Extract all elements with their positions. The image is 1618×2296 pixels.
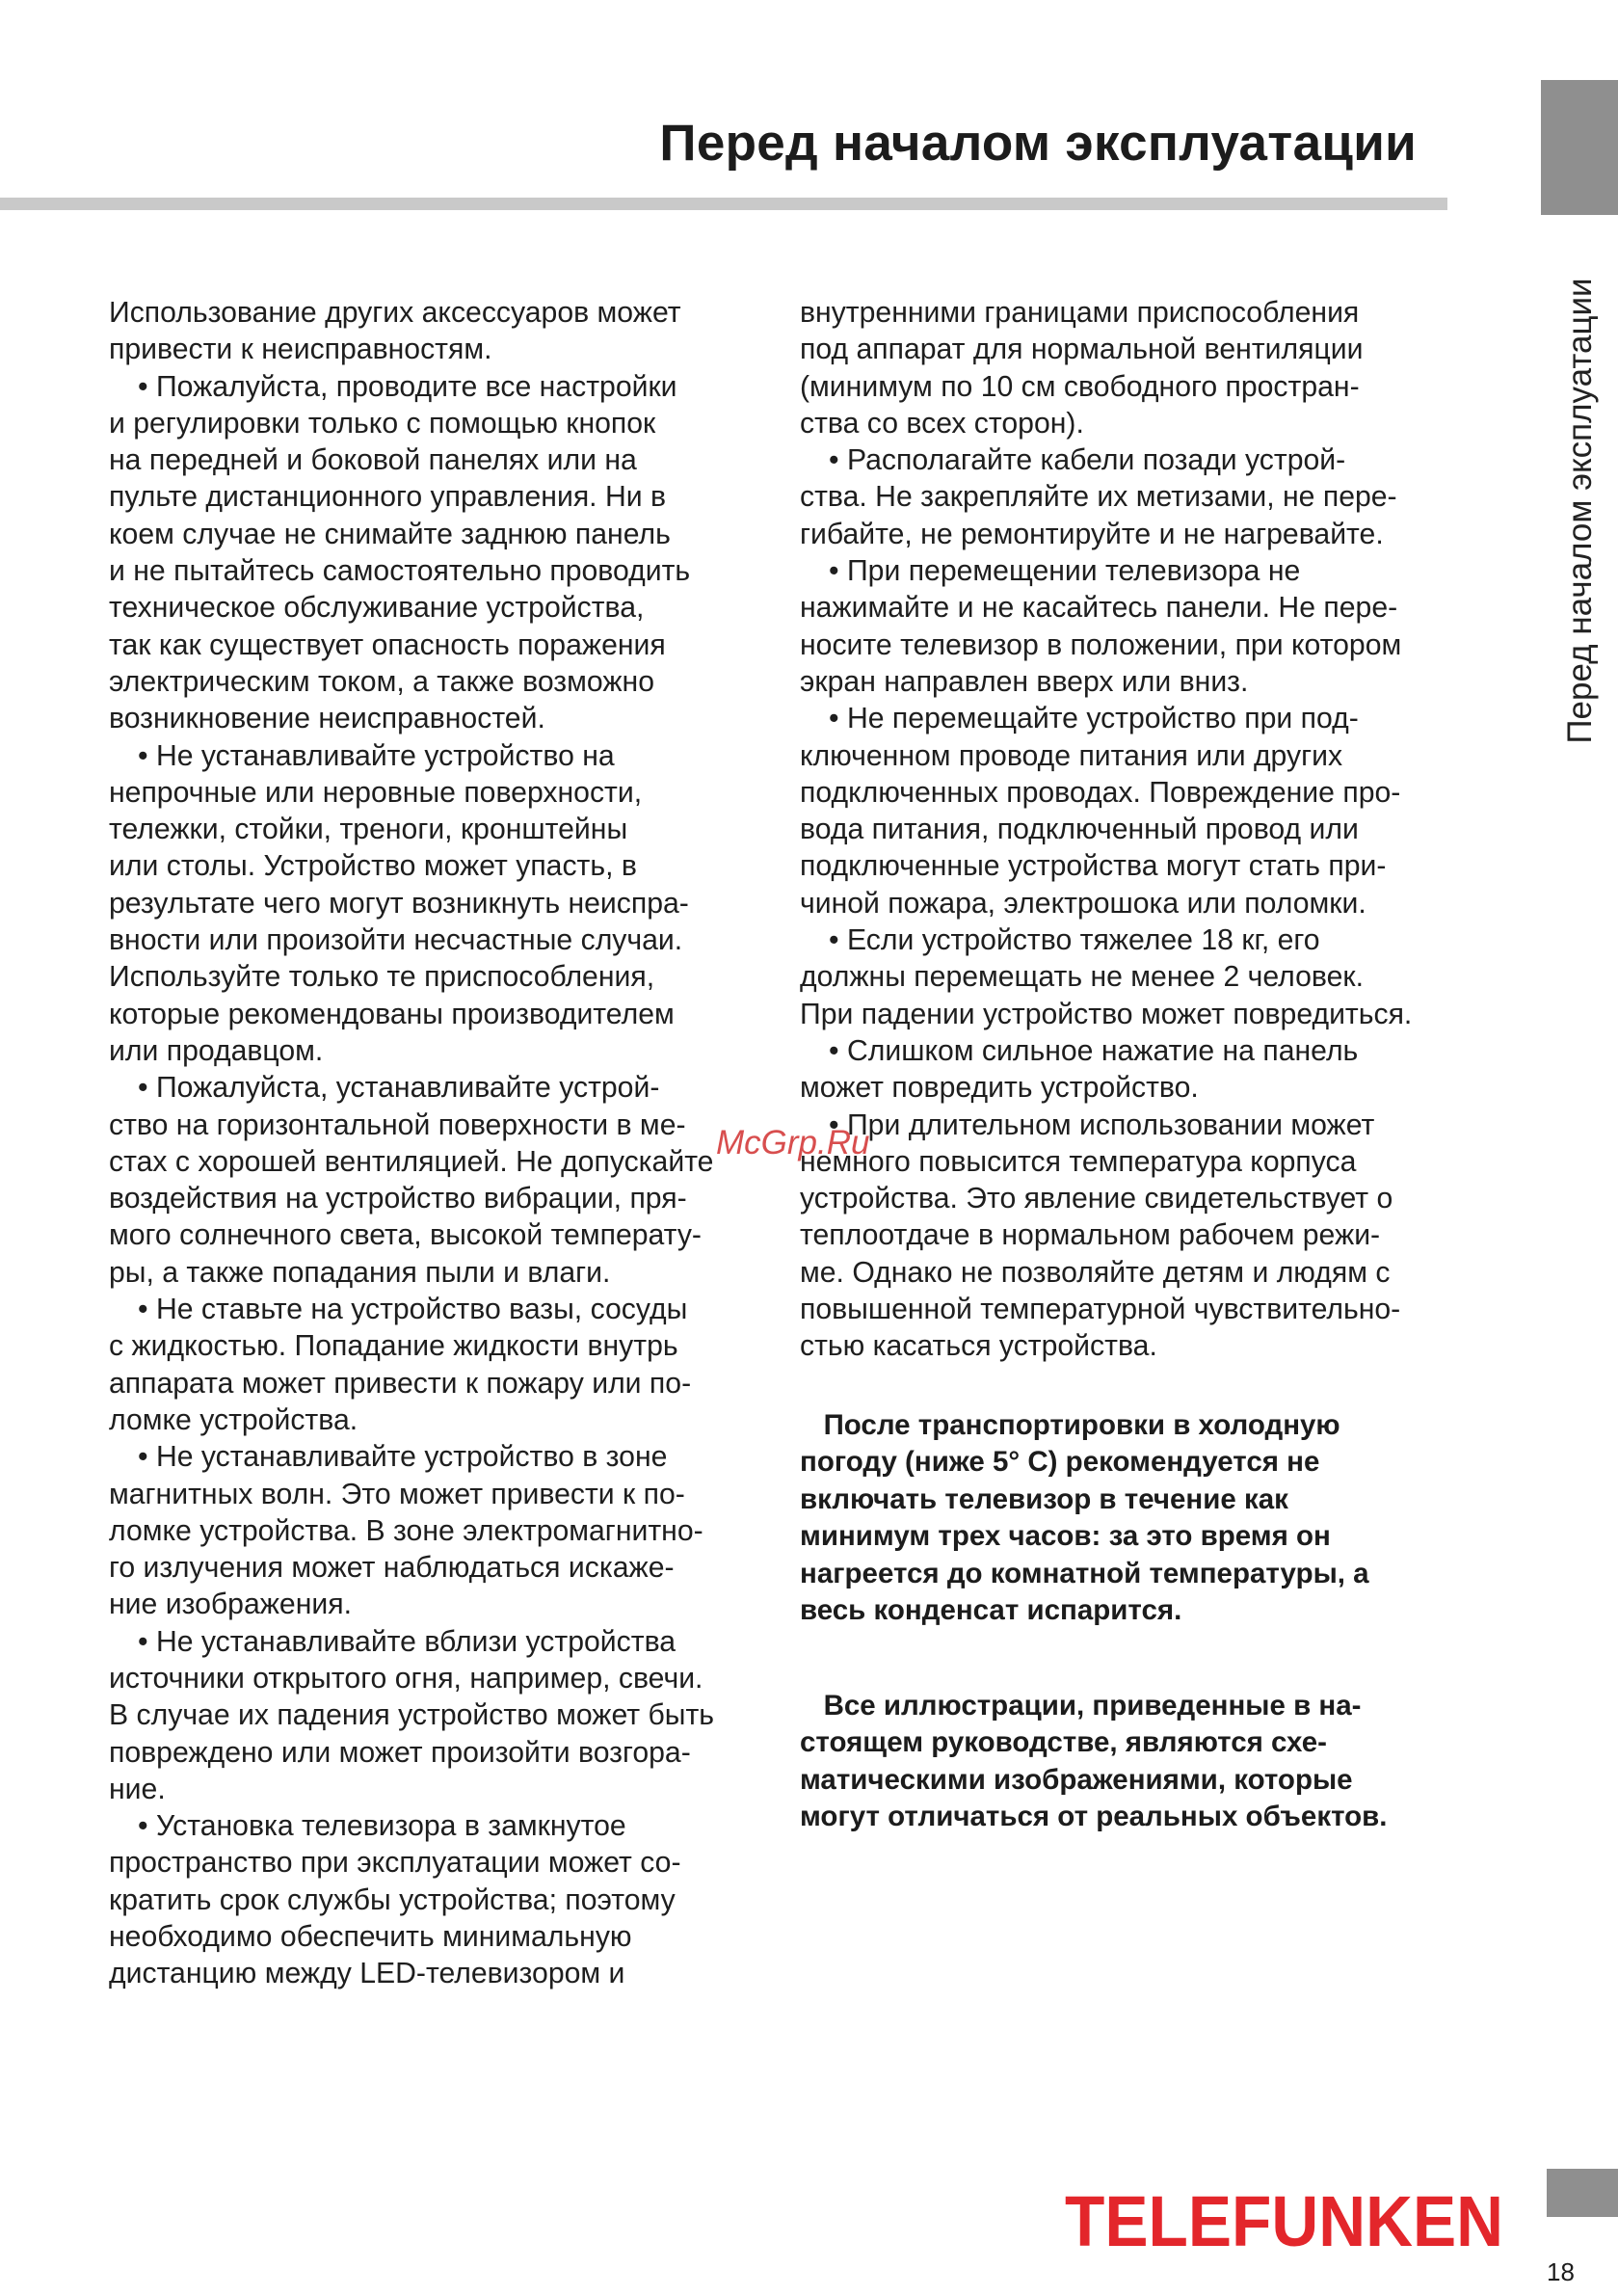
bullet-line: может повредить устройство. <box>800 1072 1199 1105</box>
bullet-line: ключенном проводе питания или других <box>800 739 1343 772</box>
bullet-line: ние. <box>109 1773 166 1805</box>
side-section-label <box>1532 241 1618 781</box>
bullet-line: вности или произойти несчастные случаи. <box>109 924 683 957</box>
bullet-line: непрочные или неровные поверхности, <box>109 776 643 809</box>
paragraph-line: ства со всех сторон). <box>800 407 1084 440</box>
bullet-line: тележки, стойки, треноги, кронштейны <box>109 814 628 846</box>
bullet-line: стах с хорошей вентиляцией. Не допускайте <box>109 1145 714 1178</box>
bullet-line: ство на горизонтальной поверхности в ме- <box>109 1108 686 1141</box>
bullet-line: • Слишком сильное нажатие на панель <box>829 1034 1359 1067</box>
bullet-line: результате чего могут возникнуть неиспра- <box>109 887 689 920</box>
bullet-line: устройства. Это явление свидетельствует о <box>800 1183 1393 1215</box>
bullet-line: гибайте, не ремонтируйте и не нагревайте. <box>800 518 1384 550</box>
bullet-line: • Если устройство тяжелее 18 кг, его <box>829 924 1320 957</box>
page-title: Перед началом эксплуатации <box>659 115 1417 172</box>
bullet-line: и не пытайтесь самостоятельно проводить <box>109 555 691 588</box>
bullet-line: го излучения может наблюдаться искаже- <box>109 1552 675 1585</box>
bullet-line: электрическим током, а также возможно <box>109 665 655 698</box>
note-line: нагреется до комнатной температуры, а <box>800 1557 1369 1589</box>
bullet-line: • Не перемещайте устройство при под- <box>829 703 1359 735</box>
bullet-line: или столы. Устройство может упасть, в <box>109 850 637 883</box>
note-line: погоду (ниже 5° С) рекомендуется не <box>800 1446 1320 1479</box>
bullet-line: с жидкостью. Попадание жидкости внутрь <box>109 1330 678 1363</box>
bullet-line: • Не устанавливайте устройство на <box>138 739 615 772</box>
page-number: 18 <box>1547 2257 1575 2286</box>
page-tab-marker <box>1547 2169 1618 2217</box>
note-line: могут отличаться от реальных объектов. <box>800 1801 1388 1833</box>
bullet-line: нажимайте и не касайтесь панели. Не пере- <box>800 592 1398 625</box>
brand-logo <box>1060 2173 1503 2259</box>
bullet-line: • Не устанавливайте вблизи устройства <box>138 1625 676 1658</box>
bullet-line: ние изображения. <box>109 1589 352 1621</box>
bullet-line: При падении устройство может повредиться. <box>800 998 1413 1030</box>
side-tab-marker <box>1541 80 1618 215</box>
bullet-line: ры, а также попадания пыли и влаги. <box>109 1256 611 1289</box>
bullet-line: и регулировки только с помощью кнопок <box>109 407 656 440</box>
bullet-line: повышенной температурной чувствительно- <box>800 1294 1401 1326</box>
note-line: весь конденсат испарится. <box>800 1594 1182 1627</box>
note-line: стоящем руководстве, являются схе- <box>800 1726 1327 1759</box>
bullet-line: экран направлен вверх или вниз. <box>800 665 1249 698</box>
bullet-line: аппарата может привести к пожару или по- <box>109 1367 692 1400</box>
paragraph-line: привести к неисправностям. <box>109 334 492 366</box>
bullet-line: • Пожалуйста, устанавливайте устрой- <box>138 1072 660 1105</box>
watermark-text: McGrp.Ru <box>716 1124 870 1161</box>
left-text-column <box>109 295 783 1993</box>
title-divider <box>0 198 1447 210</box>
bullet-line: ства. Не закрепляйте их метизами, не пере- <box>800 481 1397 514</box>
bullet-line: • При перемещении телевизора не <box>829 555 1301 588</box>
bullet-line: • Установка телевизора в замкнутое <box>138 1810 626 1843</box>
bullet-line: • Располагайте кабели позади устрой- <box>829 444 1346 477</box>
bullet-line: стью касаться устройства. <box>800 1330 1157 1363</box>
note-line: включать телевизор в течение как <box>800 1482 1288 1515</box>
bullet-line: так как существует опасность поражения <box>109 628 666 661</box>
bullet-line: • Не ставьте на устройство вазы, сосуды <box>138 1294 688 1326</box>
bullet-line: необходимо обеспечить минимальную <box>109 1921 632 1954</box>
note-line: Все иллюстрации, приведенные в на- <box>800 1690 1362 1722</box>
bullet-line: В случае их падения устройство может быть <box>109 1699 715 1732</box>
bullet-line: • Не устанавливайте устройство в зоне <box>138 1441 668 1474</box>
bullet-line: мого солнечного света, высокой температу- <box>109 1219 702 1252</box>
bullet-line: источники открытого огня, например, свечи. <box>109 1662 703 1695</box>
bullet-line: кратить срок службы устройства; поэтому <box>109 1883 676 1916</box>
brand-logo-text: TELEFUNKEN <box>1065 2181 1503 2259</box>
side-section-text: Перед началом эксплуатации <box>1561 278 1599 744</box>
bullet-line: на передней и боковой панелях или на <box>109 444 637 477</box>
bullet-line: теплоотдаче в нормальном рабочем режи- <box>800 1219 1381 1252</box>
bullet-line: подключенные устройства могут стать при- <box>800 850 1387 883</box>
bullet-line: коем случае не снимайте заднюю панель <box>109 518 671 550</box>
bullet-line: должны перемещать не менее 2 человек. <box>800 961 1364 994</box>
bullet-line: вода питания, подключенный провод или <box>800 814 1359 846</box>
bullet-line: ломке устройства. <box>109 1403 358 1436</box>
paragraph-line: (минимум по 10 см свободного простран- <box>800 370 1360 403</box>
bullet-line: дистанцию между LED-телевизором и <box>109 1958 625 1990</box>
bullet-line: которые рекомендованы производителем <box>109 998 675 1030</box>
bullet-line: чиной пожара, электрошока или поломки. <box>800 887 1366 920</box>
right-text-column <box>800 295 1474 1366</box>
bullet-line: немного повысится температура корпуса <box>800 1145 1357 1178</box>
bullet-line: или продавцом. <box>109 1034 324 1067</box>
paragraph-line: под аппарат для нормальной вентиляции <box>800 334 1364 366</box>
note-line: минимум трех часов: за это время он <box>800 1520 1331 1553</box>
note-line: матическими изображениями, которые <box>800 1763 1353 1796</box>
illustrations-note <box>800 1688 1455 1836</box>
bullet-line: возникновение неисправностей. <box>109 703 545 735</box>
bullet-line: ме. Однако не позволяйте детям и людям с <box>800 1256 1391 1289</box>
bullet-line: Используйте только те приспособления, <box>109 961 655 994</box>
bullet-line: подключенных проводах. Повреждение про- <box>800 776 1401 809</box>
bullet-line: повреждено или может произойти возгора- <box>109 1736 691 1769</box>
note-line: После транспортировки в холодную <box>800 1409 1340 1441</box>
bullet-line: • Пожалуйста, проводите все настройки <box>138 370 677 403</box>
paragraph-line: внутренними границами приспособления <box>800 297 1360 329</box>
bullet-line: • При длительном использовании может <box>829 1108 1375 1141</box>
bullet-line: носите телевизор в положении, при котором <box>800 628 1402 661</box>
bullet-line: пространство при эксплуатации может со- <box>109 1847 681 1880</box>
bullet-line: ломке устройства. В зоне электромагнитно- <box>109 1514 703 1547</box>
bullet-line: магнитных волн. Это может привести к по- <box>109 1478 685 1510</box>
bullet-line: воздействия на устройство вибрации, пря- <box>109 1183 687 1215</box>
transport-note <box>800 1407 1455 1629</box>
bullet-line: пульте дистанционного управления. Ни в <box>109 481 667 514</box>
paragraph-line: Использование других аксессуаров может <box>109 297 681 329</box>
bullet-line: техническое обслуживание устройства, <box>109 592 645 625</box>
